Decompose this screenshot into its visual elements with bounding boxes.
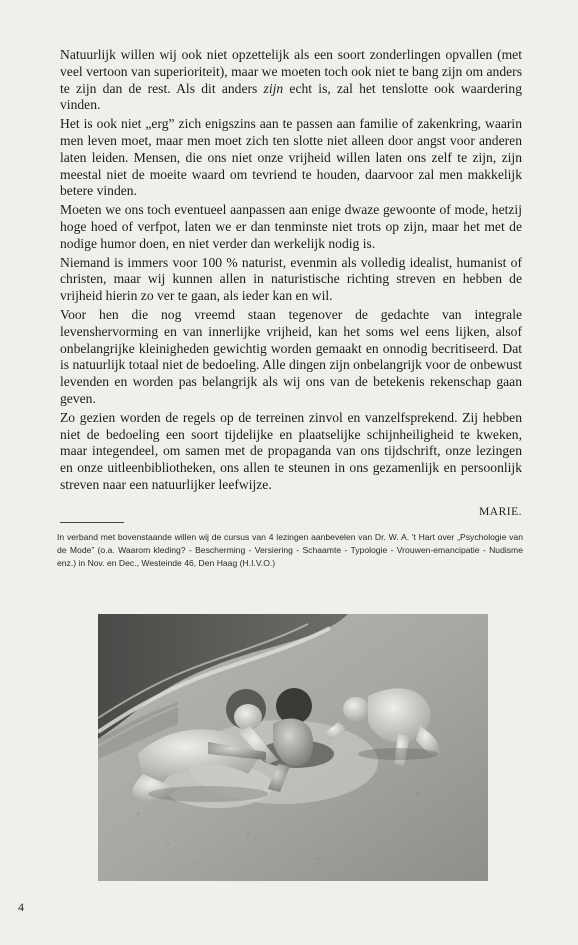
paragraph-1-text: Natuurlijk willen wij ook niet opzettelijk als een soort zonderlingen opvallen (met veel vertoon van superioriteit), maar we moeten toch ook niet te bang zijn om anders te zijn dan de rest. Als dit anders [60,47,522,96]
paragraph-1-text-end: echt is, zal het tenslotte ook waardering vinden. [60,80,522,113]
footnote-divider [60,522,124,523]
beach-photo [98,614,488,881]
paragraph-2: Het is ook niet „erg” zich enigszins aan te passen aan familie of zakenkring, waarin men leven moet, maar men moet zich ten slotte niet alleen door angst voor anderen laten leiden. Mensen, die ons niet onze vrijheid willen laten ons zelf te zijn, zijn meestal niet de moeite waard om tevriend te houden, daarvoor zal men makkelijk betere vinden. [60,116,522,199]
paragraph-4: Niemand is immers voor 100 % naturist, evenmin als volledig idealist, humanist of christen, maar wij kunnen allen in naturistische richting streven en hebben de vrijheid hierin zo ver te gaan, als ieder kan en wil. [60,254,522,304]
paragraph-1 [60,47,522,114]
paragraph-5: Voor hen die nog vreemd staan tegenover de gedachte van integrale levenshervorming en van innerlijke vrijheid, kan het soms wel eens lijken, alsof onbelangrijke kleinigheden gewichtig worden gemaakt en onnodig becritiseerd. Dat is natuurlijk totaal niet de bedoeling. Alle dingen zijn onbelangrijk voor de onbewust levenden en worden pas belangrijk als wij ons van de betekenis rekenschap gaan geven. [60,306,522,406]
paragraph-6: Zo gezien worden de regels op de terreinen zinvol en vanzelfsprekend. Zij hebben niet de bedoeling een soort tijdelijke en plaatselijke schijnheiligheid te kweken, maar integendeel, om samen met de propaganda van ons tijdschrift, onze lezingen en onze uitleenbibliotheken, ons allen te steunen in ons gezamenlijk en persoonlijk streven naar een natuurlijker leefwijze. [60,409,522,492]
footnote-text: In verband met bovenstaande willen wij de cursus van 4 lezingen aanbevelen van Dr. W. A. 't Hart over „Psychologie van de Mode” (o.a. Waarom kleding? - Bescherming - Versiering - Schaamte - Typologie - Vrouwen-emancipatie - Nudisme enz.) in Nov. en Dec., Westeinde 46, Den Haag (H.I.V.O.) [57,532,523,568]
author-signature: MARIE. [479,506,522,518]
emphasis-zijn: zijn [263,80,284,96]
article-body [60,47,522,496]
paragraph-3: Moeten we ons toch eventueel aanpassen aan enige dwaze gewoonte of mode, hetzij hoge hoed of verfpot, laten we er dan tenminste niet trots op zijn, maar het met de nodige humor doen, en niet verder dan werkelijk nodig is. [60,202,522,251]
beach-photo-image [98,614,488,881]
page-number: 4 [18,900,24,914]
